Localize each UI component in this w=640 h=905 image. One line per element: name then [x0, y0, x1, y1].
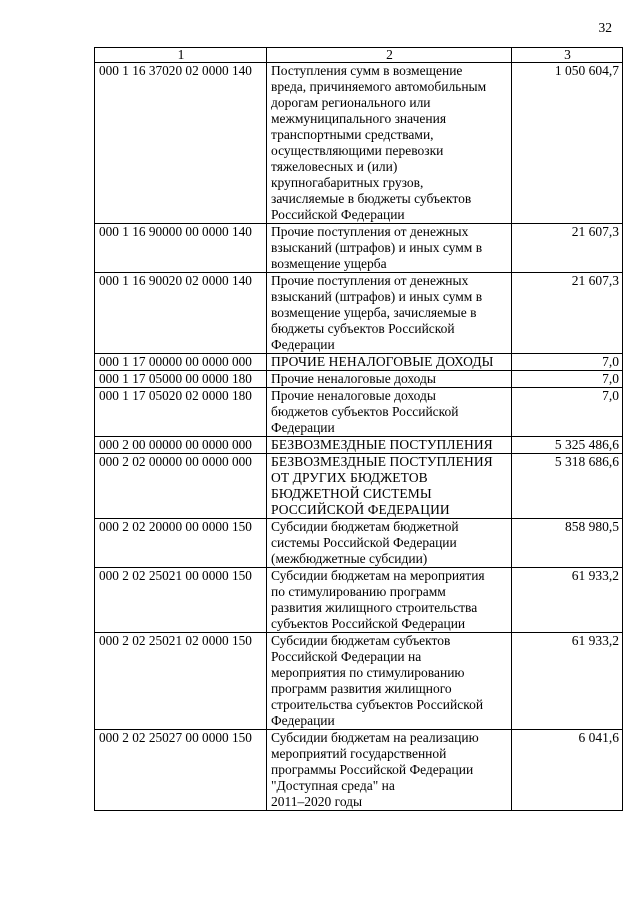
revenue-name: Прочие поступления от денежных взысканий (штрафов) и иных сумм в возмещение ущерба, зачисляемые в бюджеты субъектов Российской Федерации [267, 273, 512, 354]
classification-code: 000 2 02 00000 00 0000 000 [95, 454, 267, 519]
classification-code: 000 1 17 05020 02 0000 180 [95, 388, 267, 437]
table-header-row [95, 48, 623, 63]
revenue-name: Прочие поступления от денежных взысканий (штрафов) и иных сумм в возмещение ущерба [267, 224, 512, 273]
table-row [95, 273, 623, 354]
table-row [95, 454, 623, 519]
revenue-amount: 5 318 686,6 [512, 454, 623, 519]
revenue-name: Прочие неналоговые доходы [267, 371, 512, 388]
classification-code: 000 2 02 25027 00 0000 150 [95, 730, 267, 811]
revenue-amount: 1 050 604,7 [512, 63, 623, 224]
revenue-amount: 6 041,6 [512, 730, 623, 811]
classification-code: 000 1 17 05000 00 0000 180 [95, 371, 267, 388]
revenue-name: БЕЗВОЗМЕЗДНЫЕ ПОСТУПЛЕНИЯ ОТ ДРУГИХ БЮДЖЕТОВ БЮДЖЕТНОЙ СИСТЕМЫ РОССИЙСКОЙ ФЕДЕРАЦИИ [267, 454, 512, 519]
column-header-amount: 3 [512, 48, 623, 63]
revenue-amount: 7,0 [512, 354, 623, 371]
column-header-name: 2 [267, 48, 512, 63]
revenue-amount: 5 325 486,6 [512, 437, 623, 454]
revenue-amount: 7,0 [512, 388, 623, 437]
table-row [95, 63, 623, 224]
classification-code: 000 2 02 25021 00 0000 150 [95, 568, 267, 633]
revenue-name: Субсидии бюджетам бюджетной системы Российской Федерации (межбюджетные субсидии) [267, 519, 512, 568]
revenue-amount: 61 933,2 [512, 633, 623, 730]
table-row [95, 371, 623, 388]
table-row [95, 633, 623, 730]
classification-code: 000 2 02 20000 00 0000 150 [95, 519, 267, 568]
table-row [95, 224, 623, 273]
classification-code: 000 1 16 90020 02 0000 140 [95, 273, 267, 354]
revenue-amount: 858 980,5 [512, 519, 623, 568]
column-header-code: 1 [95, 48, 267, 63]
revenue-name: БЕЗВОЗМЕЗДНЫЕ ПОСТУПЛЕНИЯ [267, 437, 512, 454]
table-row [95, 354, 623, 371]
budget-revenue-table [94, 47, 623, 811]
revenue-name: ПРОЧИЕ НЕНАЛОГОВЫЕ ДОХОДЫ [267, 354, 512, 371]
revenue-name: Поступления сумм в возмещение вреда, причиняемого автомобильным дорогам регионального или межмуниципального значения транспортными средствами, осуществляющими перевозки тяжеловесных и (или) крупногабаритных грузов, зачисляемые в бюджеты субъектов Российской Федерации [267, 63, 512, 224]
table-row [95, 388, 623, 437]
revenue-amount: 21 607,3 [512, 273, 623, 354]
revenue-amount: 21 607,3 [512, 224, 623, 273]
table-row [95, 519, 623, 568]
revenue-amount: 61 933,2 [512, 568, 623, 633]
classification-code: 000 1 16 37020 02 0000 140 [95, 63, 267, 224]
page-number: 32 [598, 20, 612, 35]
classification-code: 000 2 02 25021 02 0000 150 [95, 633, 267, 730]
classification-code: 000 1 17 00000 00 0000 000 [95, 354, 267, 371]
revenue-name: Субсидии бюджетам субъектов Российской Федерации на мероприятия по стимулированию программ развития жилищного строительства субъектов Российской Федерации [267, 633, 512, 730]
classification-code: 000 2 00 00000 00 0000 000 [95, 437, 267, 454]
revenue-amount: 7,0 [512, 371, 623, 388]
revenue-name: Прочие неналоговые доходы бюджетов субъектов Российской Федерации [267, 388, 512, 437]
table-row [95, 730, 623, 811]
table-row [95, 437, 623, 454]
revenue-name: Субсидии бюджетам на мероприятия по стимулированию программ развития жилищного строительства субъектов Российской Федерации [267, 568, 512, 633]
classification-code: 000 1 16 90000 00 0000 140 [95, 224, 267, 273]
table-row [95, 568, 623, 633]
revenue-name: Субсидии бюджетам на реализацию мероприятий государственной программы Российской Федерации "Доступная среда" на 2011–2020 годы [267, 730, 512, 811]
